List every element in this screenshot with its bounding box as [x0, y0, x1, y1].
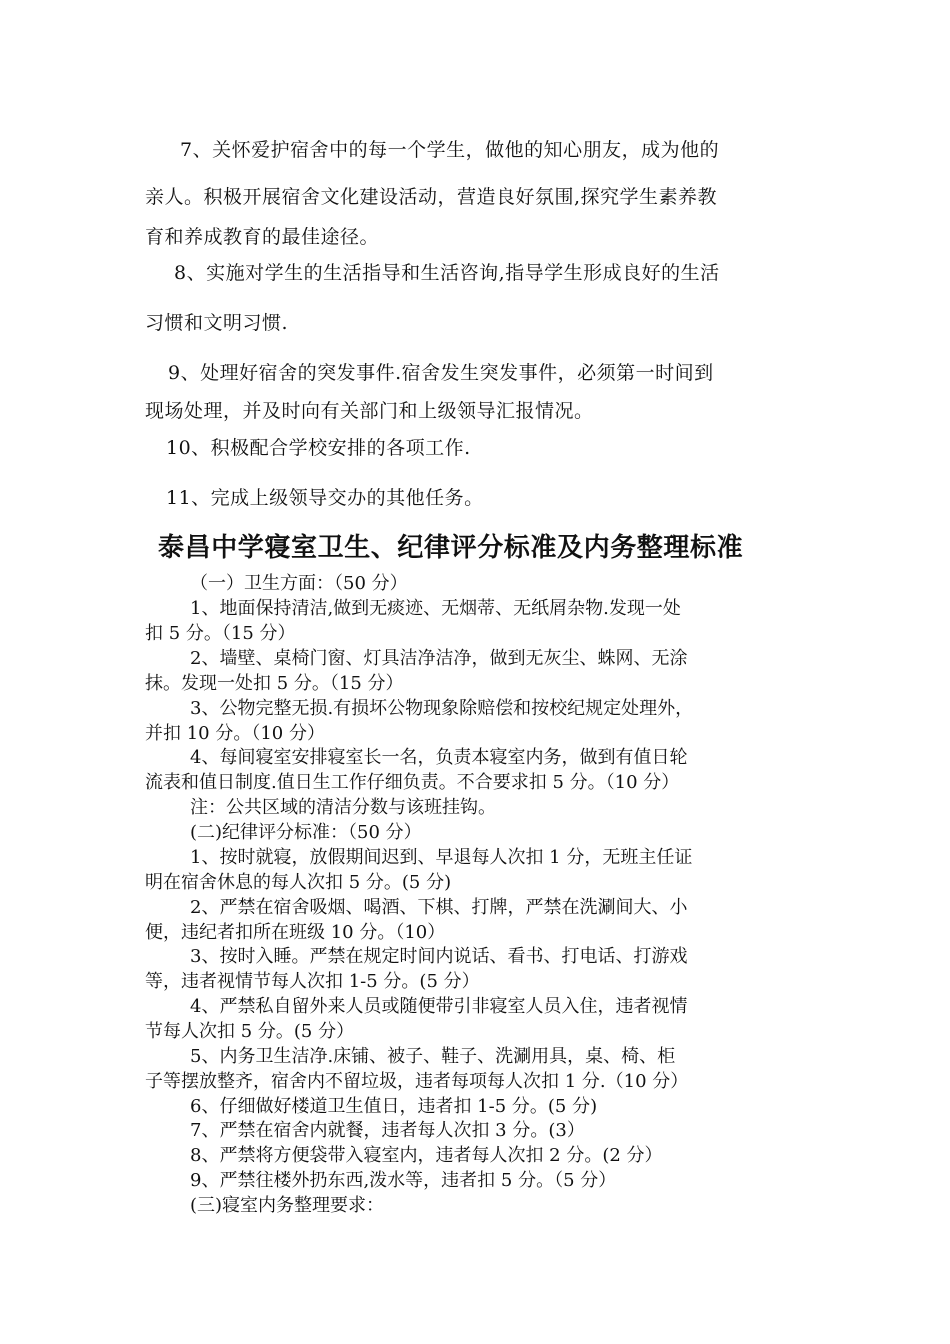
duty-7-line2: 亲人。积极开展宿舍文化建设活动，营造良好氛围,探究学生素养教 [145, 186, 718, 208]
document-title: 泰昌中学寝室卫生、纪律评分标准及内务整理标准 [158, 533, 744, 563]
duty-8-line2: 习惯和文明习惯. [145, 312, 289, 334]
discipline-item-9: 9、严禁往楼外扔东西,泼水等，违者扣 5 分。（5 分） [190, 1170, 617, 1191]
duty-11: 11、完成上级领导交办的其他任务。 [166, 487, 484, 509]
discipline-item-4-line1: 4、严禁私自留外来人员或随便带引非寝室人员入住，违者视情 [190, 996, 688, 1017]
dorm-heading: (三)寝室内务整理要求： [190, 1195, 385, 1216]
hygiene-item-2-line1: 2、墙壁、桌椅门窗、灯具洁净洁净，做到无灰尘、蛛网、无涂 [190, 648, 688, 669]
discipline-item-8: 8、严禁将方便袋带入寝室内，违者每人次扣 2 分。(2 分） [190, 1145, 663, 1166]
hygiene-item-3-line2: 并扣 10 分。（10 分） [145, 723, 325, 744]
hygiene-item-4-line1: 4、每间寝室安排寝室长一名，负责本寝室内务，做到有值日轮 [190, 747, 688, 768]
discipline-item-2-line1: 2、严禁在宿舍吸烟、喝酒、下棋、打牌，严禁在洗涮间大、小 [190, 897, 688, 918]
duty-7-line3: 育和养成教育的最佳途径。 [145, 226, 380, 248]
duty-8-line1: 8、实施对学生的生活指导和生活咨询,指导学生形成良好的生活 [174, 262, 720, 284]
discipline-item-1-line2: 明在宿舍休息的每人次扣 5 分。(5 分) [145, 872, 452, 893]
discipline-item-5-line1: 5、内务卫生洁净.床铺、被子、鞋子、洗涮用具，桌、椅、柜 [190, 1046, 676, 1067]
discipline-item-2-line2: 便，违纪者扣所在班级 10 分。（10） [145, 922, 446, 943]
hygiene-item-1-line1: 1、地面保持清洁,做到无痰迹、无烟蒂、无纸屑杂物.发现一处 [190, 598, 681, 619]
hygiene-heading: （一）卫生方面：（50 分） [190, 573, 408, 594]
duty-10: 10、积极配合学校安排的各项工作. [166, 437, 471, 459]
discipline-item-6: 6、仔细做好楼道卫生值日，违者扣 1-5 分。(5 分) [190, 1096, 598, 1117]
discipline-item-5-line2: 子等摆放整齐，宿舍内不留垃圾，违者每项每人次扣 1 分.（10 分） [145, 1071, 689, 1092]
duty-9-line2: 现场处理，并及时向有关部门和上级领导汇报情况。 [145, 400, 594, 422]
hygiene-item-2-line2: 抹。发现一处扣 5 分。（15 分） [145, 673, 404, 694]
discipline-item-3-line2: 等，违者视情节每人次扣 1-5 分。(5 分） [145, 971, 480, 992]
hygiene-item-4-line2: 流表和值日制度.值日生工作仔细负责。不合要求扣 5 分。（10 分） [145, 772, 680, 793]
hygiene-item-1-line2: 扣 5 分。（15 分） [145, 623, 296, 644]
discipline-heading: (二)纪律评分标准：（50 分） [190, 822, 422, 843]
duty-9-line1: 9、处理好宿舍的突发事件.宿舍发生突发事件，必须第一时间到 [168, 362, 714, 384]
duty-7-line1: 7、关怀爱护宿舍中的每一个学生，做他的知心朋友，成为他的 [180, 139, 720, 161]
discipline-item-3-line1: 3、按时入睡。严禁在规定时间内说话、看书、打电话、打游戏 [190, 946, 688, 967]
hygiene-note: 注：公共区域的清洁分数与该班挂钩。 [190, 797, 496, 818]
discipline-item-4-line2: 节每人次扣 5 分。(5 分） [145, 1021, 355, 1042]
discipline-item-7: 7、严禁在宿舍内就餐，违者每人次扣 3 分。(3） [190, 1120, 585, 1141]
discipline-item-1-line1: 1、按时就寝，放假期间迟到、早退每人次扣 1 分，无班主任证 [190, 847, 693, 868]
hygiene-item-3-line1: 3、公物完整无损.有损坏公物现象除赔偿和按校纪规定处理外， [190, 698, 694, 719]
